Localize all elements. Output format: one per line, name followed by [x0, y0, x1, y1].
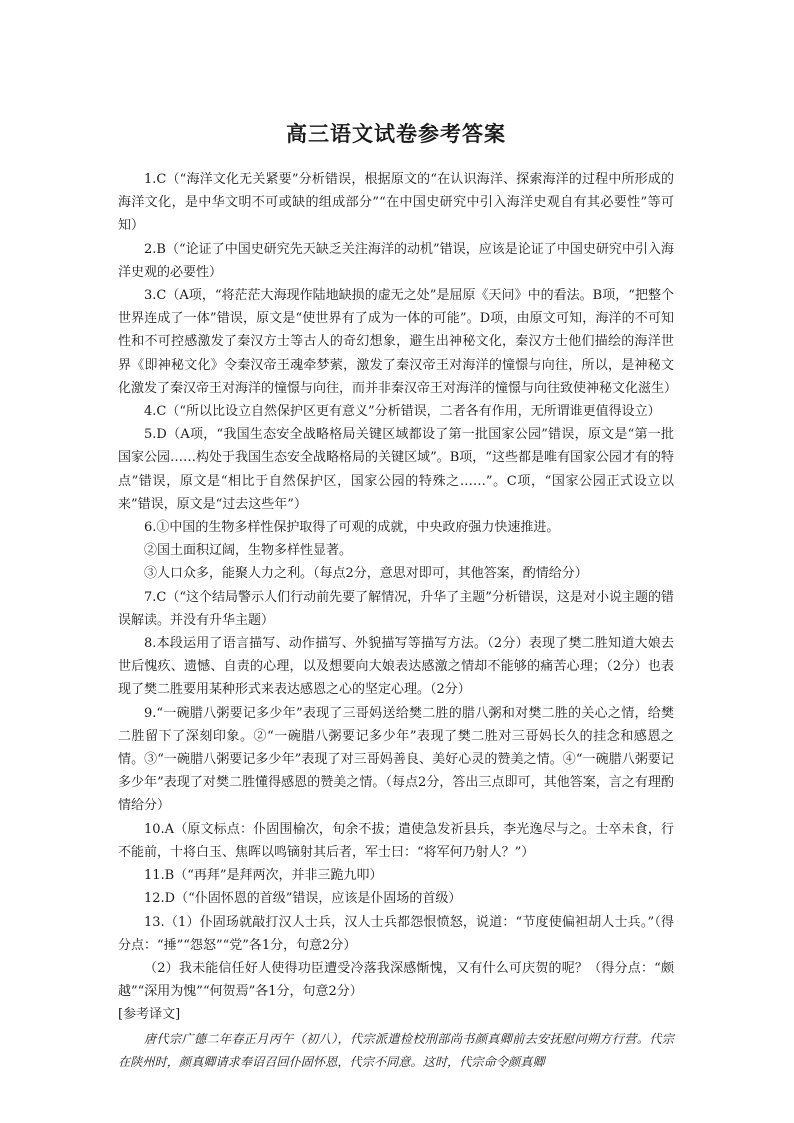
answer-12: 12.D（“仆固怀恩的首级”错误，应该是仆固场的首级） [144, 891, 462, 907]
answer-13-part-2: （2）我未能信任好人使得功臣遭受冷落我深感惭愧，又有什么可庆贺的呢？（得分点：“颇越”“深用为愧”“何贺焉”各1分，句意2分） [118, 960, 674, 1000]
answer-8: 8.本段运用了语言描写、动作描写、外貌描写等描写方法。（2分）表现了樊二胜知道大娘去世后愧疚、遗憾、自责的心理，以及想要向大娘表达感激之情却不能够的痛苦心理；（2分）也表现了樊二胜要用某种形式来表达感恩之心的坚定心理。（2分） [118, 636, 674, 698]
answer-6-point-1: 6.①中国的生物多样性保护取得了可观的成就，中央政府强力快速推进。 [144, 520, 560, 536]
answer-4: 4.C（“所以比设立自然保护区更有意义”分析错误，二者各有作用，无所谓谁更值得设立） [144, 404, 661, 420]
answer-2: 2.B（“论证了中国史研究先天缺乏关注海洋的动机”错误，应该是论证了中国史研究中引入海洋史观的必要性） [118, 241, 674, 280]
reference-translation-text: 唐代宗广德二年春正月丙午（初八），代宗派遣检校刑部尚书颜真卿前去安抚慰问朔方行营。代宗在陕州时，颜真卿请求奉诏召回仆固怀恩，代宗不同意。这时，代宗命令颜真卿 [118, 1032, 674, 1070]
answer-10: 10.A（原文标点：仆固围榆次，旬余不拔；遣使急发祈县兵，李光逸尽与之。士卒未食，行不能前，十将白玉、焦晖以鸣镝射其后者，军士曰：“将军何乃射人？”） [118, 821, 674, 860]
answer-6-point-2: ②国土面积辽阔，生物多样性显著。 [144, 543, 353, 559]
answer-9: 9.“一碗腊八粥要记多少年”表现了三哥妈送给樊二胜的腊八粥和对樊二胜的关心之情，给樊二胜留下了深刻印象。②“一碗腊八粥要记多少年”表现了樊二胜对三哥妈长久的挂念和感恩之情。③“一碗腊八粥要记多少年”表现了对三哥妈善良、美好心灵的赞美之情。④“一碗腊八粥要记多少年”表现了对樊二胜懂得感恩的赞美之情。（每点2分，答出三点即可，其他答案，言之有理酌情给分） [118, 705, 674, 814]
reference-translation-label: [参考译文] [118, 1007, 181, 1023]
page-title: 高三语文试卷参考答案 [286, 121, 506, 146]
answer-1: 1.C（“海洋文化无关紧要”分析错误，根据原文的“在认识海洋、探索海洋的过程中所形成的海洋文化，是中华文明不可或缺的组成部分”“在中国史研究中引入海洋史观自有其必要性”等可知） [118, 172, 674, 234]
answer-3: 3.C（A项，“将茫茫大海现作陆地缺损的虚无之处”是屈原《天问》中的看法。B项，“把整个世界连成了一体”错误，原文是“使世界有了成为一体的可能”。D项，由原文可知，海洋的不可知性和不可控感激发了秦汉方士等古人的奇幻想象，避生出神秘文化，秦汉方士他们描绘的海洋世界《即神秘文化》令秦汉帝王魂牵梦萦，激发了秦汉帝王对海洋的憧憬与向往，所以，是神秘文化激发了秦汉帝王对海洋的憧憬与向往，而并非秦汉帝王对海洋的憧憬与向往致使神秘文化滋生） [118, 288, 678, 396]
answer-7: 7.C（“这个结局警示人们行动前先要了解情况，升华了主题”分析错误，这是对小说主题的错误解读。并没有升华主题） [118, 589, 674, 628]
answer-sheet-page [118, 118, 678, 1074]
answer-6-point-3: ③人口众多，能聚人力之利。（每点2分，意思对即可，其他答案，酌情给分） [144, 566, 588, 582]
answer-13-part-1: 13.（1）仆固玚就敲打汉人士兵，汉人士兵都怨恨愤怒，说道：“节度使偏袒胡人士兵。”（得分点：“捶”“怨怒”“党”各1分，句意2分） [118, 914, 674, 953]
answer-5: 5.D（A项，“我国生态安全战略格局关键区域都设了第一批国家公园”错误，原文是“第一批国家公园……构处于我国生态安全战略格局的关键区域”。B项，“这些都是唯有国家公园才有的特点”错误，原文是“相比于自然保护区，国家公园的特殊之……”。C项，“国家公园正式设立以来”错误，原文是“过去这些年”） [118, 427, 674, 512]
answer-11: 11.B（“再拜”是拜两次，并非三跪九叩） [144, 868, 383, 884]
